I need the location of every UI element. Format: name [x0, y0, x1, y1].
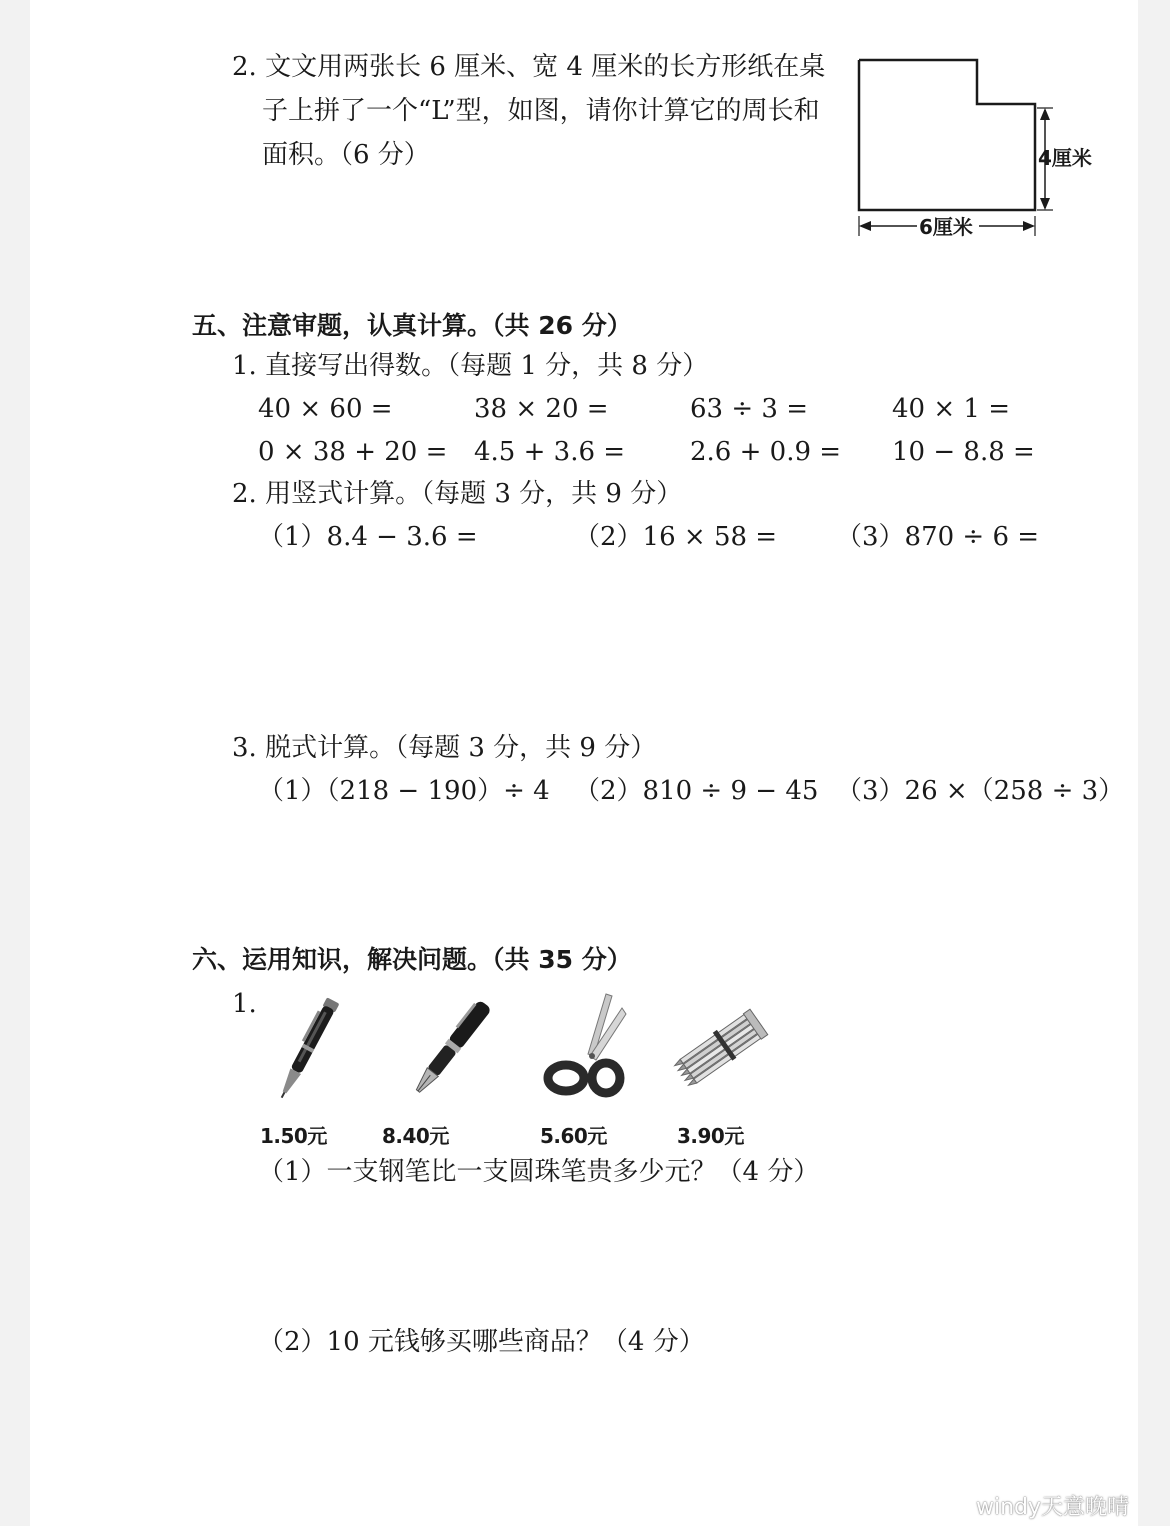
worksheet-page [30, 0, 1138, 1526]
l-shape-figure [845, 50, 1115, 250]
s5-q2-item: （2）16 × 58 = [574, 522, 778, 552]
s6-q1-sub1: （1）一支钢笔比一支圆珠笔贵多少元？（4 分） [258, 1157, 820, 1187]
s5-q1-expr: 10 − 8.8 = [892, 437, 1035, 467]
height-label: 4厘米 [1038, 146, 1092, 170]
price-scissors: 5.60元 [540, 1124, 607, 1148]
fountain-pen-icon [400, 990, 500, 1110]
s5-q3-item: （1）（218 − 190）÷ 4 [258, 776, 550, 806]
s5-q1-expr: 2.6 + 0.9 = [690, 437, 842, 467]
s5-q1-expr: 40 × 1 = [892, 394, 1010, 424]
s5-q1-expr: 0 × 38 + 20 = [258, 437, 448, 467]
price-pencil-bundle: 3.90元 [677, 1124, 744, 1148]
price-fountain-pen: 8.40元 [382, 1124, 449, 1148]
s5-q2-item: （1）8.4 − 3.6 = [258, 522, 478, 552]
width-arrow-left [859, 221, 871, 231]
s6-q1-number: 1. [232, 989, 257, 1019]
s5-q2-item: （3）870 ÷ 6 = [836, 522, 1040, 552]
price-ballpoint-pen: 1.50元 [260, 1124, 327, 1148]
s5-q3-item: （2）810 ÷ 9 − 45 [574, 776, 819, 806]
q4-2-line-1: 2. 文文用两张长 6 厘米、宽 4 厘米的长方形纸在桌 [232, 52, 826, 82]
s5-q1-expr: 38 × 20 = [474, 394, 609, 424]
width-arrow-right [1023, 221, 1035, 231]
s5-q1-title: 1. 直接写出得数。（每题 1 分，共 8 分） [232, 351, 709, 381]
s6-q1-sub2: （2）10 元钱够买哪些商品？（4 分） [258, 1327, 705, 1357]
pencil-bundle-icon [670, 995, 780, 1095]
s5-q1-expr: 40 × 60 = [258, 394, 393, 424]
height-arrow-bottom [1040, 198, 1050, 210]
scissors-icon [540, 990, 640, 1100]
q4-2-line-2: 子上拼了一个“L”型，如图，请你计算它的周长和 [262, 96, 820, 126]
width-label: 6厘米 [919, 215, 973, 239]
section6-title: 六、运用知识，解决问题。（共 35 分） [192, 945, 632, 974]
s5-q1-expr: 63 ÷ 3 = [690, 394, 808, 424]
s5-q2-title: 2. 用竖式计算。（每题 3 分，共 9 分） [232, 479, 683, 509]
s5-q3-title: 3. 脱式计算。（每题 3 分，共 9 分） [232, 733, 657, 763]
watermark: windy天意晚晴 [976, 1495, 1130, 1520]
l-shape-outline [859, 60, 1035, 210]
s5-q1-expr: 4.5 + 3.6 = [474, 437, 626, 467]
height-arrow-top [1040, 108, 1050, 120]
section5-title: 五、注意审题，认真计算。（共 26 分） [192, 311, 632, 340]
ballpoint-pen-icon [262, 990, 352, 1110]
q4-2-line-3: 面积。（6 分） [262, 140, 430, 170]
s5-q3-item: （3）26 ×（258 ÷ 3） [836, 776, 1125, 806]
